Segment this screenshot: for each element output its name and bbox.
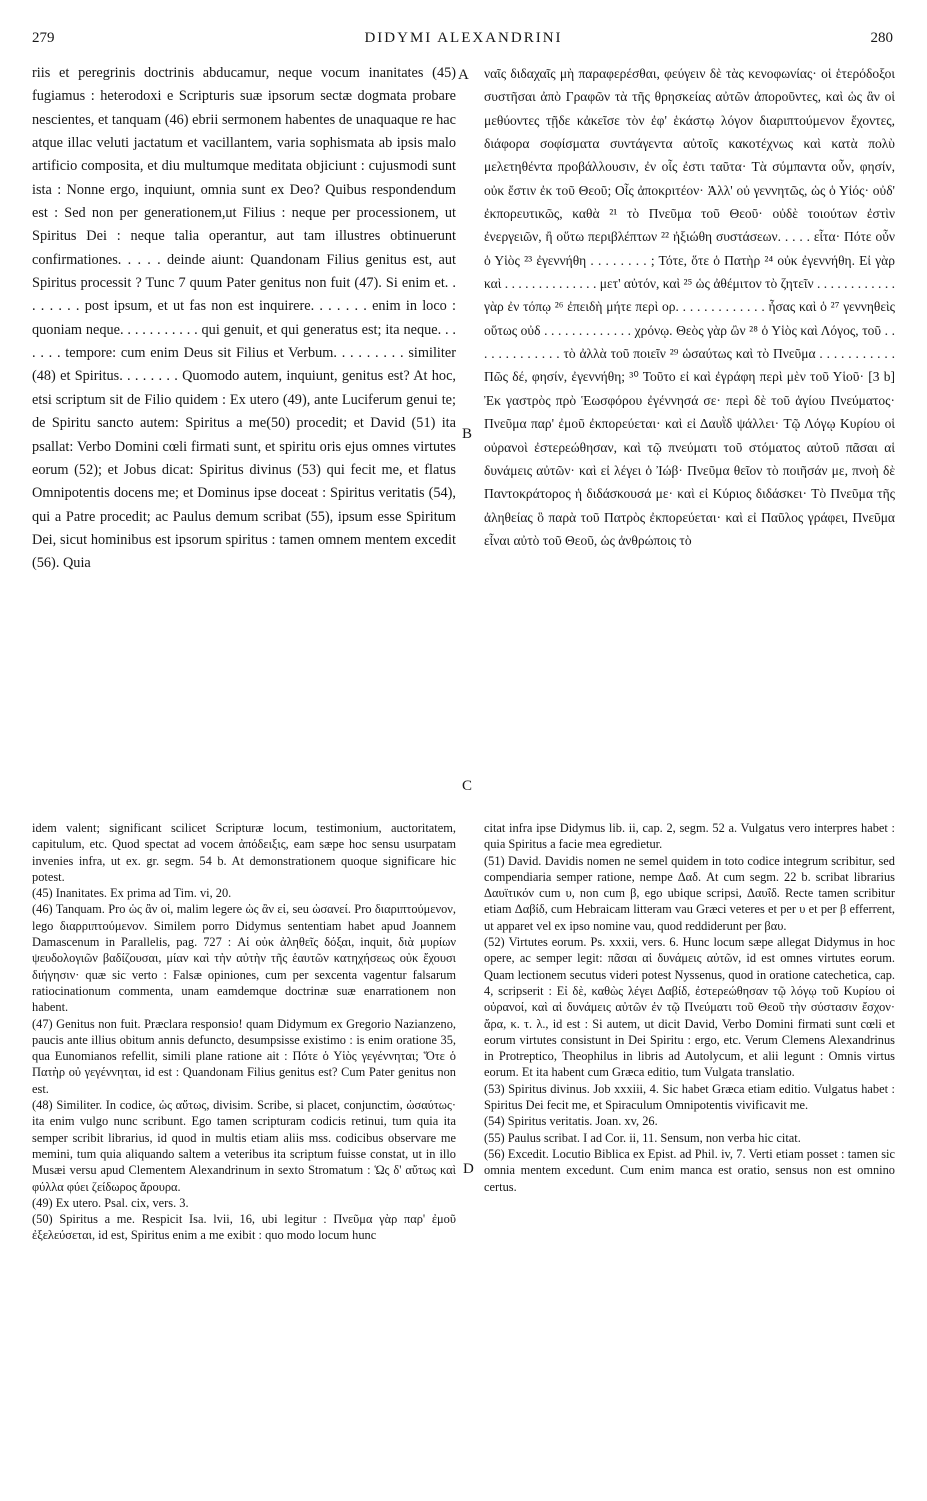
section-marker-d: D <box>463 1161 474 1177</box>
greek-text-column: ναῖς διδαχαῖς μὴ παραφερέσθαι, φεύγειν δὲ τὰς κενοφωνίας· οἱ ἑτερόδοξοι συστῆσαι ἀπὸ Γραφῶν τὰ τῆς θρησκείας αὐτῶν ἀποροῦντες, καὶ ὡς ἂν οἱ μεθύοντες τῇδε κἀκεῖσε τὸν ἐφ' ἑκάστῳ λόγον διαριπτούμενον ἔχοντες, διάφορα σοφίσματα συντάγεντα αὐτοῖς κακοτέχνως καὶ κατὰ πολὺ μελετηθέντα προβάλλουσιν, ἐν οἷς ἐστι ταῦτα· Τὰ σύμπαντα οὖν, φησίν, οὐκ ἔστιν ἐκ τοῦ Θεοῦ; Οἷς ἀποκριτέον· Ἀλλ' οὐ γεννητῶς, ὡς ὁ Υἱός· οὐδ' ἐκπορευτικῶς, καθὰ ²¹ τὸ Πνεῦμα τοῦ Θεοῦ· οὐδὲ τοιούτων ἐστὶν ἐνεργειῶν, ἢ οὕτω περιβλέπτων ²² ἠξιώθη συστάσεων. . . . . εἶτα· Πότε οὖν ὁ Υἱὸς ²³ ἐγεννήθη . . . . . . . . ; Τότε, ὅτε ὁ Πατὴρ ²⁴ οὐκ ἐγεννήθη. Εἰ γὰρ καὶ . . . . . . . . . . . . . . μετ' αὐτόν, καὶ ²⁵ ὡς ἀθέμιτον τὸ ζητεῖν . . . . . . . . . . . . γὰρ ἐν τόπῳ ²⁶ ἐπειδὴ μήτε περὶ ορ. . . . . . . . . . . . . ἦσας καὶ ὁ ²⁷ γεννηθεὶς οὕτως οὐδ . . . . . . . . . . . . . χρόνῳ. Θεὸς γὰρ ὢν ²⁸ ὁ Υἱὸς καὶ Λόγος, τοῦ . . . . . . . . . . . . . τὸ ἀλλὰ τοῦ ποιεῖν ²⁹ ὡσαύτως καὶ τὸ Πνεῦμα . . . . . . . . . . . Πῶς δέ, φησίν, ἐγεννήθη; ³⁰ Τοῦτο εἰ καὶ ἐγράφη περὶ μὲν τοῦ Υἱοῦ· [3 b] Ἐκ γαστρὸς πρὸ Ἑωσφόρου ἐγέννησά σε· περὶ δὲ τοῦ ἁγίου Πνεύματος· Πνεῦμα παρ' ἐμοῦ ἐκπορεύεται· καὶ εἰ Δαυῒδ ψάλλει· Τῷ Λόγῳ Κυρίου οἱ οὐρανοὶ ἐστερεώθησαν, καὶ τῷ πνεύματι τοῦ στόματος αὐτοῦ πᾶσαι αἱ δυνάμεις αὐτῶν· καὶ εἰ λέγει ὁ Ἰώβ· Πνεῦμα θεῖον τὸ ποιῆσάν με, πνοὴ δὲ Παντοκράτορος ἡ διδάσκουσά με· καὶ εἰ Κύριος διδάσκει· Τὸ Πνεῦμα τῆς ἀληθείας ὃ παρὰ τοῦ Πατρὸς ἐκπορεύεται· καὶ εἰ Παῦλος γράφει, Πνεῦμα εἶναι αὐτὸ τοῦ Θεοῦ, ὡς ἀνθρώποις τὸ <box>484 66 895 548</box>
section-marker-a: A <box>458 67 469 83</box>
latin-translation-column: riis et peregrinis doctrinis abducamur, neque vocum inanitates (45) fugiamus : heterodoxi e Scripturis suæ ipsorum sectæ dogmata probare nescientes, et tanquam (46) ebrii sermonem habentes de unaquaque re hac atque illac veluti jactatum et vacillantem, varia sophismata ab ipsis malo artificio composita, et diu multumque meditata objiciunt : cujusmodi sunt ista : Nonne ergo, inquiunt, omnia sunt ex Deo? Quibus respondendum est : Sed non per generationem,ut Filius : neque per processionem, ut Spiritus Dei : neque talia operantur, aut tam illustres obtinuerunt confirmationes. . . . . deinde aiunt: Quandonam Filius genitus est, aut Spiritus processit ? Tunc 7 quum Pater genitus non fuit (47). Si enim et. . . . . . . . post ipsum, et ut fas non est inquirere. . . . . . . enim in loco : quoniam neque. . . . . . . . . . . qui genuit, et qui generatus est; ita neque. . . . . . . tempore: cum enim Deus sit Filius et Verbum. . . . . . . . . similiter (48) et Spiritus. . . . . . . . Quomodo autem, inquiunt, genitus est? At hoc, etsi scriptum sit de Filio quidem : Ex utero (49), ante Luciferum genui te; de Spiritu sancto autem: Spiritus a me(50) procedit; et David (51) ita psallat: Verbo Domini cœli firmati sunt, et spiritu oris ejus omnes virtutes eorum (52); et Jobus dicat: Spiritus divinus (53) qui fecit me, et flatus Omnipotentis docens me; et Dominus ipse doceat : Spiritus veritatis (54), qui a Patre procedit; ac Paulus demum scribat (55), ipsum esse Spiritum Dei, sicut hominibus est ipsorum spiritus : tamen omnem mentem excedit (56). Quia <box>32 65 456 572</box>
page-number-right: 280 <box>870 30 893 46</box>
section-marker-b: B <box>462 426 473 442</box>
running-title: DIDYMI ALEXANDRINI <box>364 30 563 46</box>
footnotes-right-column: citat infra ipse Didymus lib. ii, cap. 2, segm. 52 a. Vulgatus vero interpres habet : quia Spiritus a facie mea egredietur. (51) David. Davidis nomen ne semel quidem in toto codice integrum scribitur, sed compendiaria semper ratione, nempe Δαδ. At cum segm. 22 b. scribat librarius Δαυϊτικόν cum υ, non cum β, ego ubique scripsi, Δαυΐδ. Recte tamen scribitur etiam Δαβίδ, cum Hebraicam litteram vau Græci veteres et per υ et per β efferrent, ut apparet vel ex ipso nomine vau, quod reddiderunt per βαυ. (52) Virtutes eorum. Ps. xxxii, vers. 6. Hunc locum sæpe allegat Didymus in hoc opere, ac semper legit: πᾶσαι αἱ δυνάμεις αὐτῶν, id est omnes virtutes eorum. Quam lectionem secutus videri potest Nyssenus, quod in oratione catechetica, cap. 4, scripserit : Εἰ δὲ, καθὼς λέγει Δαβίδ, ἐστερεώθησαν τῷ λόγῳ τοῦ Κυρίου οἱ οὐρανοί, καὶ αἱ δυνάμεις αὐτῶν ἐν τῷ Πνεύματι τοῦ Θεοῦ τὴν σύστασιν ἔσχον· ἄρα, κ. τ. λ., id est : Si autem, ut dicit David, Verbo Domini firmati sunt cœli et eorum virtutes consistunt in Dei Spiritu : ergo, etc. Verum Clemens Alexandrinus in Protreptico, Theophilus in libris ad Autolycum, et alii legunt : Omnis virtus eorum. Et ita habent cum Græca editio, tum Vulgata translatio. (53) Spiritus divinus. Job xxxiii, 4. Sic habet Græca etiam editio. Vulgatus habet : Spiritus Dei fecit me, et Spiraculum Omnipotentis vivificavit me. (54) Spiritus veritatis. Joan. xv, 26. (55) Paulus scribat. I ad Cor. ii, 11. Sensum, non verba hic citat. (56) Excedit. Locutio Biblica ex Epist. ad Phil. iv, 7. Verti etiam posset : tamen sic omnia mentem excedunt. Cum enim manca est oratio, sensus non est omnino certus. <box>484 821 895 1194</box>
page-number-left: 279 <box>32 30 55 46</box>
footnotes-left-column: idem valent; significant scilicet Scripturæ locum, testimonium, auctoritatem, capitulum, etc. Quod spectat ad vocem ἀπόδειξις, eam sæpe hoc sensu usurpatam invenies infra, ut ex. gr. segm. 54 b. At demonstrationem quoque significare hic potest. (45) Inanitates. Ex prima ad Tim. vi, 20. (46) Tanquam. Pro ὡς ἂν οἱ, malim legere ὡς ἂν εἰ, seu ὡσανεί. Pro διαριπτούμενον, lego διαρριπτούμενον. Similem porro Didymus sententiam habet apud Joannem Damascenum in Parallelis, pag. 727 : Αἱ οὐκ ἀληθεῖς δόξαι, inquit, διὰ μυρίων ψευδολογιῶν βαδίζουσαι, μίαν καὶ τὴν αὐτὴν τῆς ἑαυτῶν κατηχήσεως οὐκ ἔχουσι διήγησιν· quæ sic verto : Falsæ opiniones, cum per sexcenta vagentur falsarum ratiocinationum commenta, unam eamdemque doctrinæ suæ enarrationem non habent. (47) Genitus non fuit. Præclara responsio! quam Didymum ex Gregorio Nazianzeno, paucis ante illius obitum annis defuncto, desumpsisse existimo : is enim oratione 35, qua Eunomianos refellit, simili plane ratione ait : Πότε ὁ Υἱὸς γεγέννηται; Ὅτε ὁ Πατὴρ οὐ γεγέννηται, id est : Quandonam Filius genitus est? Cum Pater genitus non est. (48) Similiter. In codice, ὡς αὔτως, divisim. Scribe, si placet, conjunctim, ὡσαύτως· ita enim vulgo nunc scribunt. Ego tamen scripturam codicis retinui, tum quia ita semper scribit librarius, id quod in multis etiam aliis mss. codicibus observare me memini, tum quia aliquando saltem a veteribus ita scriptum fuisse constat, ut in illo Musæi versu apud Clementem Alexandrinum in sexto Stromatum : Ὡς δ' αὔτως καὶ φύλλα φύει ζείδωρος ἄρουρα. (49) Ex utero. Psal. cix, vers. 3. (50) Spiritus a me. Respicit Isa. lvii, 16, ubi legitur : Πνεῦμα γὰρ παρ' ἐμοῦ ἐξελεύσεται, id est, Spiritus enim a me exibit : quo modo locum hunc <box>32 821 456 1243</box>
section-marker-c: C <box>462 778 473 794</box>
